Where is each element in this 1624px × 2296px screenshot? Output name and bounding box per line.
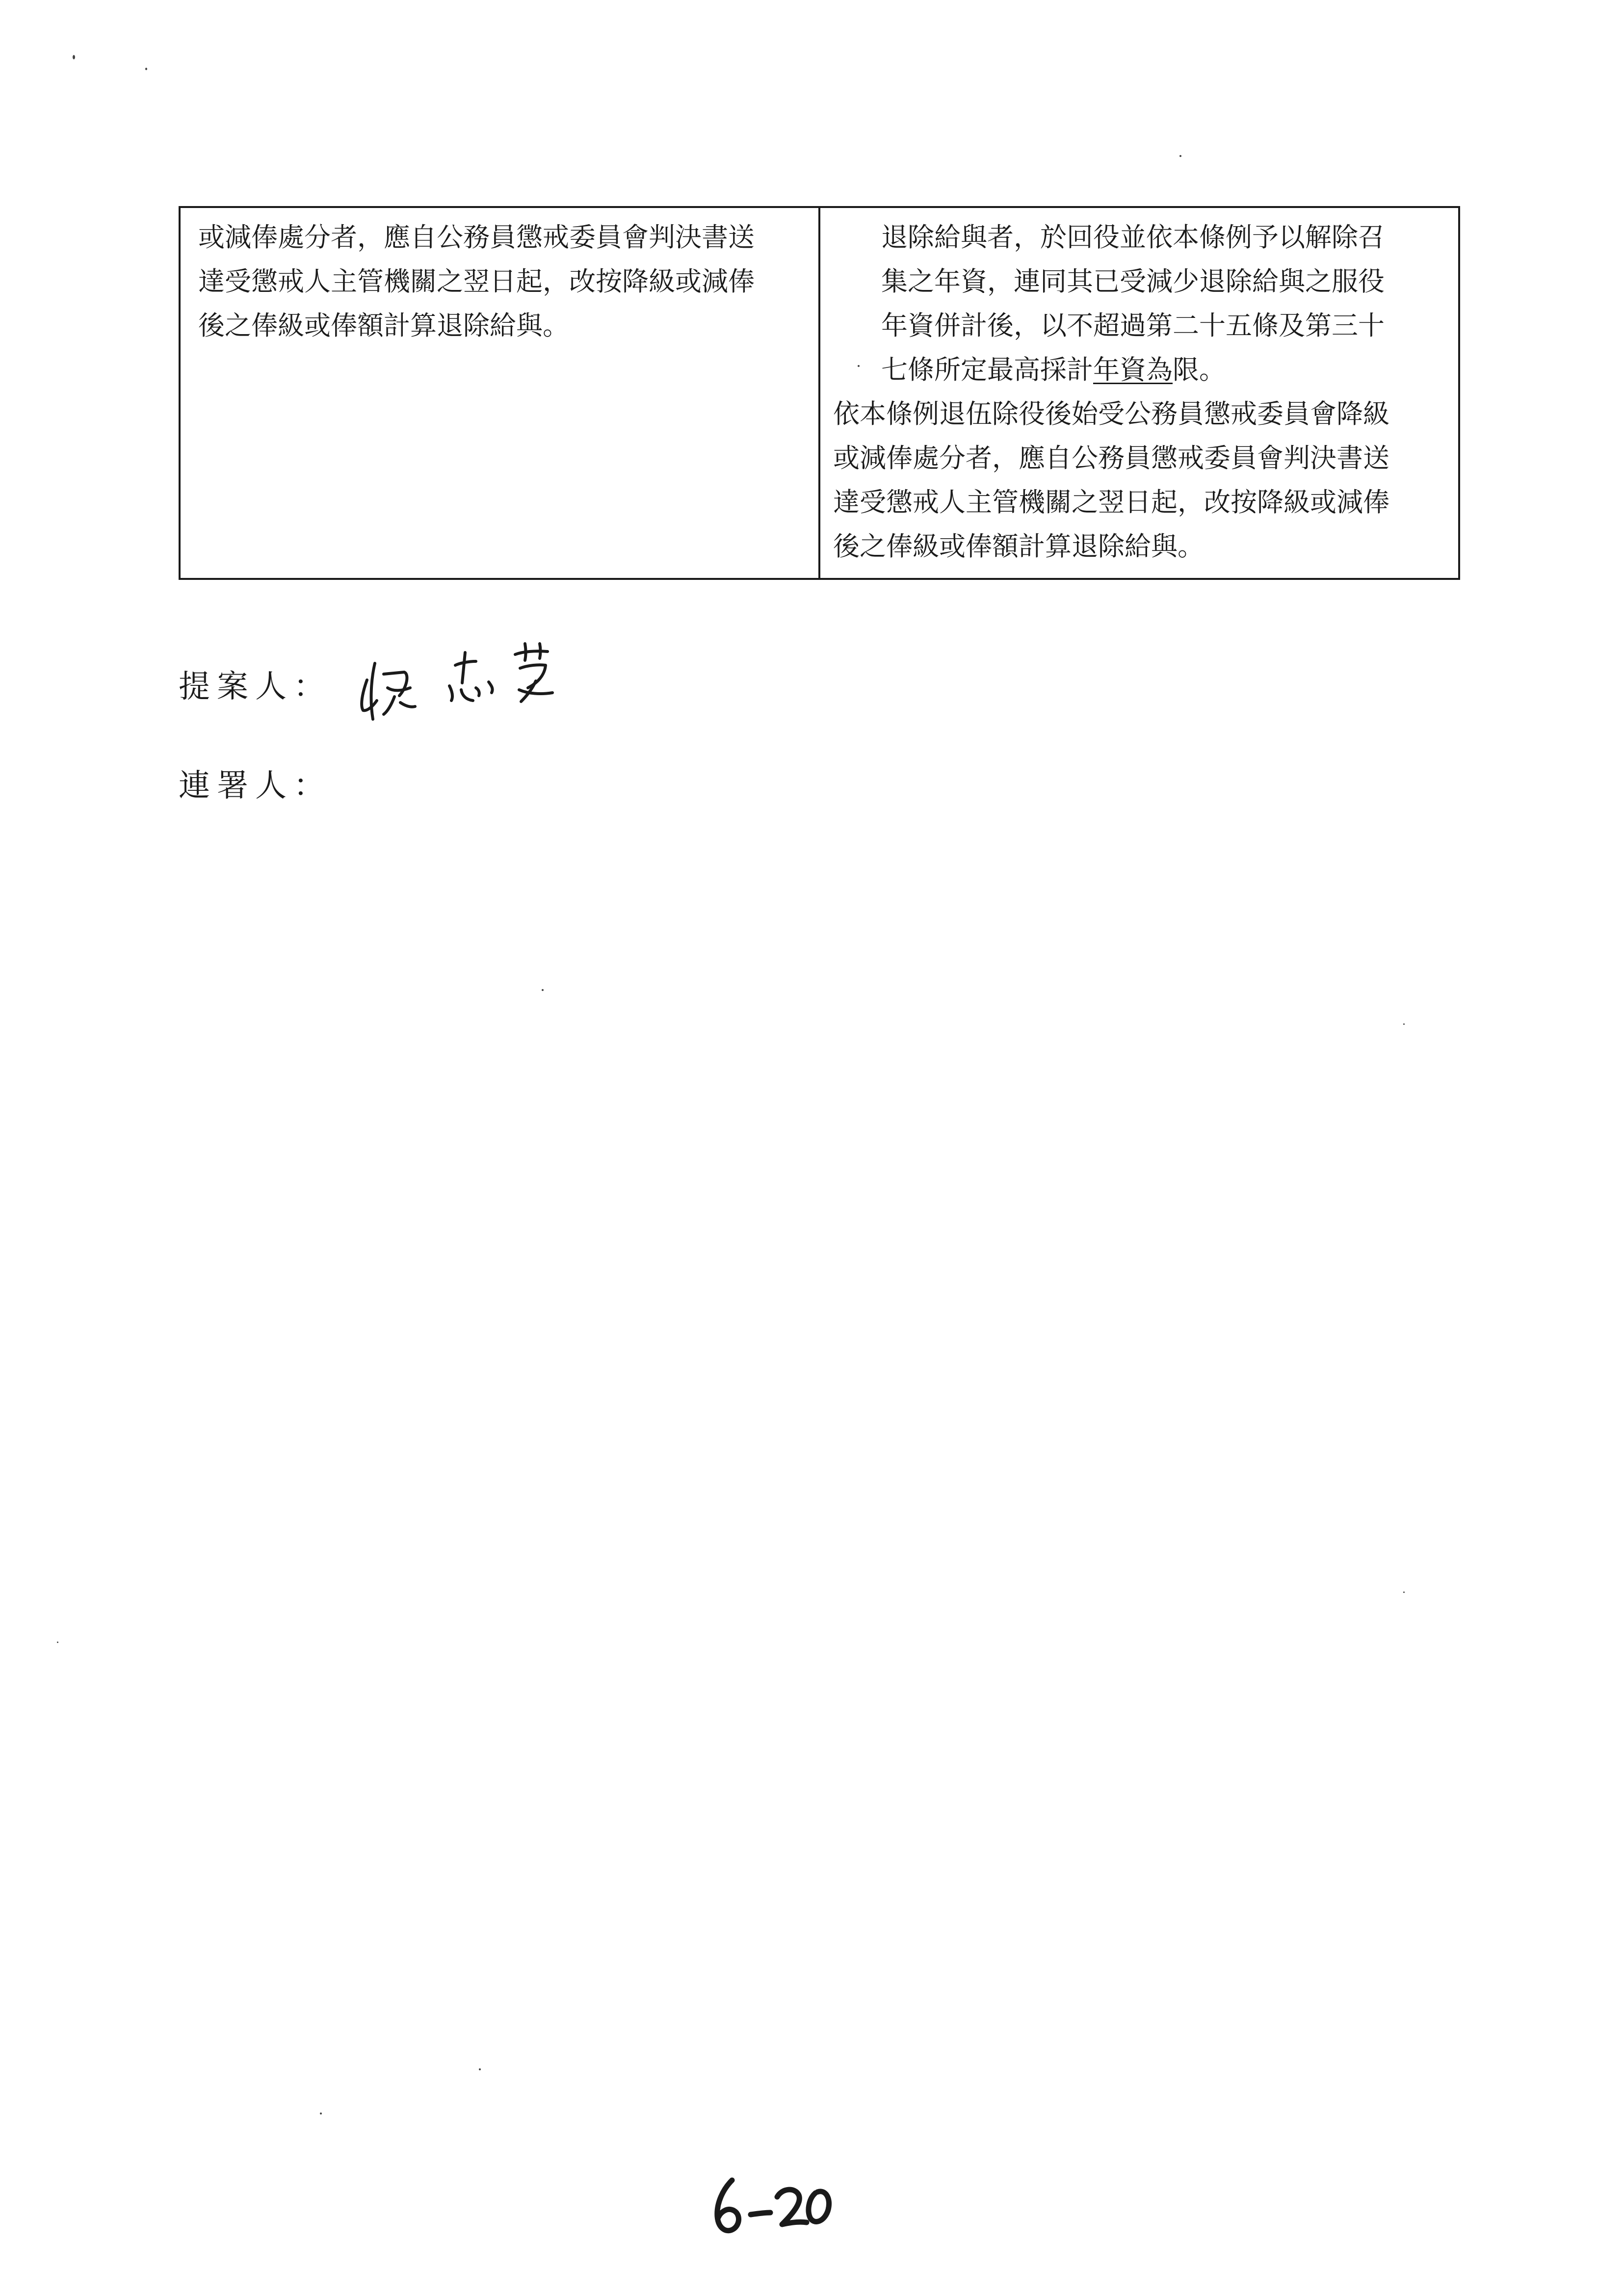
handwritten-page-number	[702, 2167, 849, 2241]
scan-speck	[145, 68, 147, 70]
scan-speck	[1403, 1592, 1405, 1593]
table-text-line: 集之年資，連同其已受減少退除給與之服役	[881, 266, 1385, 297]
scan-speck	[73, 55, 75, 59]
scan-speck	[1403, 1023, 1405, 1025]
proposer-label: 提案人：	[179, 669, 332, 705]
scan-speck	[542, 989, 544, 991]
table-text-line: 年資併計後，以不超過第二十五條及第三十	[881, 310, 1385, 341]
table-text-line: 達受懲戒人主管機關之翌日起，改按降級或減俸	[198, 266, 755, 297]
table-text-line: 後之俸級或俸額計算退除給與。	[198, 310, 569, 341]
scan-speck	[479, 2068, 481, 2070]
text-segment: 七條所定最高採計	[881, 354, 1093, 385]
table-cell-current-text	[181, 208, 820, 578]
table-text-line	[833, 348, 1449, 392]
scan-speck	[57, 1642, 58, 1643]
cosigner-label: 連署人：	[179, 768, 332, 804]
scan-speck	[1179, 155, 1181, 157]
amendment-comparison-table	[179, 206, 1460, 580]
table-text-line: 依本條例退伍除役後始受公務員懲戒委員會降級	[833, 398, 1389, 429]
table-text-line: 或減俸處分者，應自公務員懲戒委員會判決書送	[833, 443, 1389, 473]
handwritten-signature	[353, 633, 589, 731]
table-cell-amended-text	[820, 208, 1458, 578]
table-text-line: 達受懲戒人主管機關之翌日起，改按降級或減俸	[833, 487, 1389, 518]
text-segment: 限。	[1173, 354, 1226, 385]
table-text-line: 後之俸級或俸額計算退除給與。	[833, 531, 1204, 562]
underlined-text: 年資為	[1093, 354, 1173, 385]
scan-speck	[320, 2113, 322, 2114]
table-text-line: 或減俸處分者，應自公務員懲戒委員會判決書送	[198, 222, 755, 253]
table-text-line: 退除給與者，於回役並依本條例予以解除召	[881, 222, 1385, 253]
